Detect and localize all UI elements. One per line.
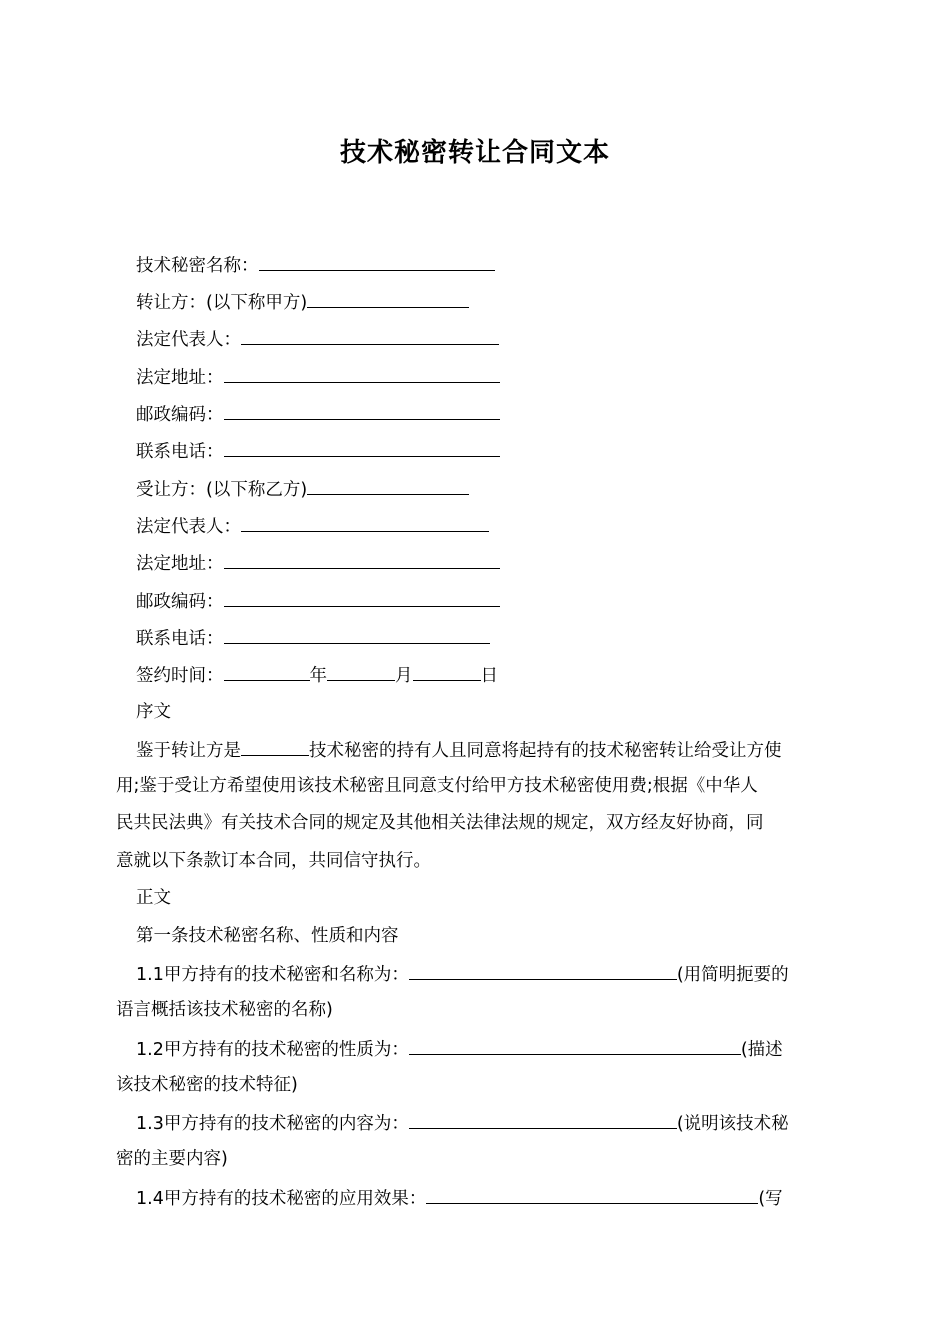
fill-blank — [259, 252, 495, 271]
fill-blank — [241, 326, 499, 345]
fill-blank — [224, 364, 500, 383]
clause-line — [136, 1110, 789, 1134]
year-label: 年 — [309, 666, 327, 686]
fill-blank — [307, 289, 469, 308]
field-postcode-b — [136, 588, 500, 612]
preface-text: 鉴于转让方是 — [136, 741, 241, 761]
clause-continuation: 该技术秘密的技术特征) — [116, 1075, 298, 1095]
article-heading: 第一条技术秘密名称、性质和内容 — [136, 926, 399, 946]
preface-line: 意就以下条款订本合同，共同信守执行。 — [116, 851, 431, 871]
clause-line — [136, 961, 789, 985]
clause-text: (说明该技术秘 — [676, 1114, 789, 1134]
fill-blank — [224, 401, 500, 420]
field-label: 技术秘密名称： — [136, 256, 259, 276]
field-phone-b — [136, 625, 490, 649]
field-label: 法定代表人： — [136, 517, 241, 537]
preface-line: 民共民法典》有关技术合同的规定及其他相关法律法规的规定，双方经友好协商，同 — [116, 813, 764, 833]
preface-heading: 序文 — [136, 702, 171, 722]
field-label: 法定地址： — [136, 554, 224, 574]
fill-blank — [241, 513, 489, 532]
clause-text: 1.3甲方持有的技术秘密的内容为： — [136, 1114, 409, 1134]
preface-line: 用;鉴于受让方希望使用该技术秘密且同意支付给甲方技术秘密使用费;根据《中华人 — [116, 776, 758, 796]
clause-text: (用简明扼要的 — [676, 965, 789, 985]
field-postcode-a — [136, 401, 500, 425]
fill-blank — [409, 1110, 677, 1129]
field-label: 联系电话： — [136, 629, 224, 649]
fill-blank — [409, 961, 677, 980]
document-title: 技术秘密转让合同文本 — [339, 138, 610, 168]
field-legal-rep-b — [136, 513, 489, 537]
fill-blank — [327, 662, 395, 681]
clause-text: 1.2甲方持有的技术秘密的性质为： — [136, 1040, 409, 1060]
day-label: 日 — [480, 666, 498, 686]
field-transferor — [136, 289, 469, 313]
field-label: 转让方：(以下称甲方) — [136, 293, 308, 313]
month-label: 月 — [395, 666, 413, 686]
clause-text: 1.4甲方持有的技术秘密的应用效果： — [136, 1189, 427, 1209]
field-signing-date — [136, 662, 498, 686]
fill-blank — [307, 476, 469, 495]
field-phone-a — [136, 438, 500, 462]
fill-blank — [224, 662, 310, 681]
clause-text: (描述 — [740, 1040, 783, 1060]
fill-blank — [426, 1185, 758, 1204]
clause-continuation: 语言概括该技术秘密的名称) — [116, 1000, 333, 1020]
field-label: 签约时间： — [136, 666, 224, 686]
fill-blank — [224, 625, 490, 644]
clause-text: 1.1甲方持有的技术秘密和名称为： — [136, 965, 409, 985]
field-address-a — [136, 364, 500, 388]
field-tech-secret-name — [136, 252, 495, 276]
preface-text: 技术秘密的持有人且同意将起持有的技术秘密转让给受让方使 — [309, 741, 782, 761]
fill-blank — [224, 438, 500, 457]
field-legal-rep-a — [136, 326, 499, 350]
field-transferee — [136, 476, 469, 500]
fill-blank — [413, 662, 481, 681]
clause-continuation: 密的主要内容) — [116, 1149, 228, 1169]
field-label: 受让方：(以下称乙方) — [136, 480, 308, 500]
field-label: 法定代表人： — [136, 330, 241, 350]
field-label: 法定地址： — [136, 368, 224, 388]
fill-blank — [224, 550, 500, 569]
preface-line — [136, 737, 782, 761]
fill-blank — [241, 737, 309, 756]
clause-line — [136, 1036, 783, 1060]
fill-blank — [409, 1036, 741, 1055]
field-label: 邮政编码： — [136, 592, 224, 612]
clause-line — [136, 1185, 783, 1209]
field-label: 联系电话： — [136, 442, 224, 462]
clause-text: (写 — [758, 1189, 783, 1209]
field-address-b — [136, 550, 500, 574]
body-heading: 正文 — [136, 888, 171, 908]
fill-blank — [224, 588, 500, 607]
field-label: 邮政编码： — [136, 405, 224, 425]
